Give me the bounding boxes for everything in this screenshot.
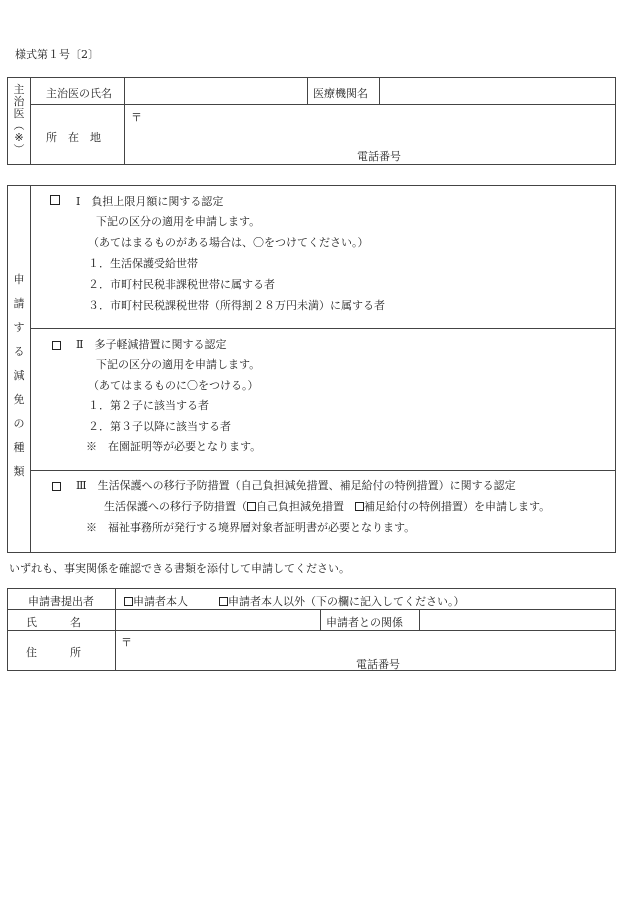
institution-label: 医療機関名 xyxy=(313,87,368,100)
reduction-side-label-char: 類 xyxy=(13,465,25,478)
submitter-table xyxy=(7,588,616,671)
block1-item-1: １．生活保護受給世帯 xyxy=(88,257,198,270)
doctor-phone-label: 電話番号 xyxy=(357,150,401,163)
submitter-option-other[interactable]: 申請者本人以外（下の欄に記入してください。） xyxy=(219,593,465,609)
doctor-side-label-char: 治 xyxy=(13,95,25,108)
submitter-self-checkbox[interactable] xyxy=(124,597,133,606)
submitter-name-field[interactable] xyxy=(120,611,316,628)
block2-item-2: ２．第３子以降に該当する者 xyxy=(88,420,231,433)
block3-checkbox[interactable] xyxy=(52,482,61,491)
reduction-table xyxy=(7,185,616,553)
reduction-side-label-char: の xyxy=(13,417,25,430)
reduction-side-label-char: 免 xyxy=(13,393,25,406)
self-pay-reduction-checkbox[interactable] xyxy=(247,502,256,511)
block2-line2: （あてはまるものに〇をつける。） xyxy=(88,379,259,392)
doctor-table xyxy=(7,77,616,165)
block3-line1: 生活保護への移行予防措置（ 自己負担減免措置 補足給付の特例措置）を申請します。 xyxy=(104,500,551,513)
submitter-other-checkbox[interactable] xyxy=(219,597,228,606)
doctor-side-label-char: 医 xyxy=(13,107,25,120)
block1-item-3: ３．市町村民税課税世帯（所得割２８万円未満）に属する者 xyxy=(88,299,385,312)
reduction-side-label-char: る xyxy=(13,345,25,358)
block1-item-2: ２．市町村民税非課税世帯に属する者 xyxy=(88,278,275,291)
doctor-side-label-char: ︵ xyxy=(13,119,25,132)
block3-title: Ⅲ 生活保護への移行予防措置（自己負担減免措置、補足給付の特例措置）に関する認定 xyxy=(76,479,516,492)
doctor-side-label-char: ︶ xyxy=(13,143,25,156)
doctor-address-label: 所 在 地 xyxy=(46,131,101,144)
submitter-address-field[interactable] xyxy=(120,644,350,658)
supplementary-benefit-checkbox[interactable] xyxy=(355,502,364,511)
doctor-address-field[interactable] xyxy=(132,124,352,144)
block2-title: Ⅱ 多子軽減措置に関する認定 xyxy=(76,338,227,351)
institution-field[interactable] xyxy=(384,81,610,101)
block2-note: ※ 在園証明等が必要となります。 xyxy=(86,440,262,453)
doctor-side-label-char: ※ xyxy=(14,131,24,144)
doctor-phone-field[interactable] xyxy=(413,144,608,162)
submitter-postal-mark: 〒 xyxy=(121,636,132,649)
doctor-side-label xyxy=(8,84,30,156)
block3-note: ※ 福祉事務所が発行する境界層対象者証明書が必要となります。 xyxy=(86,521,416,534)
form-number: 様式第１号〔2〕 xyxy=(15,48,99,61)
attach-documents-note: いずれも、事実関係を確認できる書類を添付して申請してください。 xyxy=(9,562,350,575)
submitter-phone-label: 電話番号 xyxy=(356,658,400,671)
doctor-name-field[interactable] xyxy=(132,81,304,101)
submitter-name-label: 氏 名 xyxy=(26,616,81,629)
block2-checkbox[interactable] xyxy=(52,341,61,350)
doctor-postal-mark: 〒 xyxy=(131,111,142,124)
block2-line1: 下記の区分の適用を申請します。 xyxy=(96,358,261,371)
doctor-side-label-char: 主 xyxy=(13,83,25,96)
submitter-label: 申請書提出者 xyxy=(28,595,94,608)
doctor-name-label: 主治医の氏名 xyxy=(46,87,112,100)
relation-field[interactable] xyxy=(424,611,609,628)
block1-line2: （あてはまるものがある場合は、〇をつけてください。） xyxy=(88,236,369,249)
block1-title: Ⅰ 負担上限月額に関する認定 xyxy=(76,195,224,208)
block1-line1: 下記の区分の適用を申請します。 xyxy=(96,215,261,228)
block2-item-1: １．第２子に該当する者 xyxy=(88,399,209,412)
reduction-side-label-char: す xyxy=(13,321,25,334)
reduction-side-label-char: 申 xyxy=(13,273,25,286)
relation-label: 申請者との関係 xyxy=(326,616,403,629)
reduction-side-label-char: 減 xyxy=(13,369,25,382)
submitter-address-label: 住 所 xyxy=(26,646,81,659)
block1-checkbox[interactable] xyxy=(50,195,60,205)
submitter-option-self[interactable]: 申請者本人 xyxy=(124,593,188,609)
reduction-side-label-char: 請 xyxy=(13,297,25,310)
reduction-side-label xyxy=(8,268,30,484)
reduction-side-label-char: 種 xyxy=(13,441,25,454)
